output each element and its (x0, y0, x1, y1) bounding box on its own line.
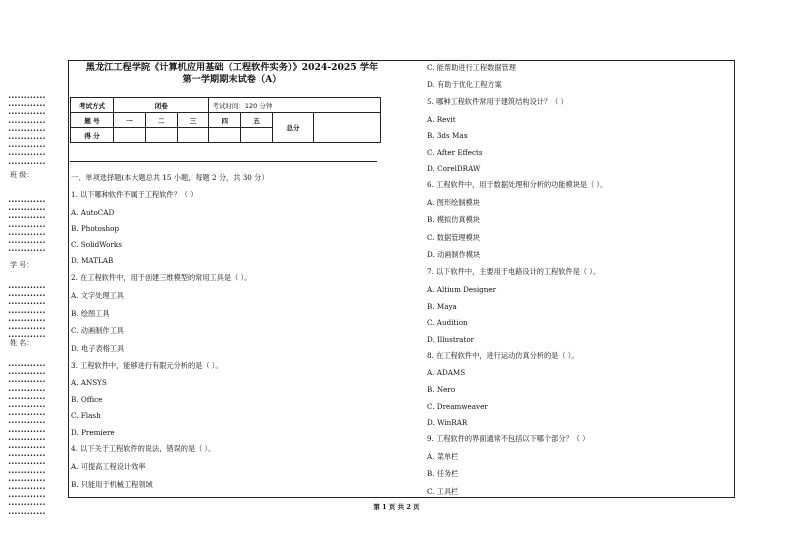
question-8: 8. 在工程软件中，进行运动仿真分析的是（ ）。 (427, 351, 579, 360)
student-no-label: 学 号： (10, 261, 34, 269)
section-divider (70, 161, 377, 162)
q9-option-a: A. 菜单栏 (427, 452, 459, 461)
q3-option-a: A. ANSYS (71, 378, 107, 387)
q3-option-c: C. Flash (71, 411, 101, 420)
q6-option-a: A. 图形绘制模块 (427, 198, 480, 207)
q1-option-c: C. SolidWorks (71, 240, 122, 249)
binding-strip (8, 88, 58, 528)
q7-option-d: D. Illustrator (427, 335, 475, 344)
q2-option-a: A. 文字处理工具 (71, 291, 124, 300)
binding-dots: •••••••••••• •••••••••••• •••••••••••• •••••••••••• •••••••••••• •••••••••••• •••••••••••• •••••••••••• •••••••••••• (8, 95, 46, 167)
q4-option-d: D. 有助于优化工程方案 (427, 80, 502, 89)
q4-option-b: B. 只能用于机械工程领域 (71, 480, 153, 489)
q2-option-c: C. 动画制作工具 (71, 326, 124, 335)
q1-option-b: B. Photoshop (71, 224, 120, 233)
question-5: 5. 哪种工程软件常用于建筑结构设计？（ ） (427, 97, 568, 106)
q8-option-b: B. Nero (427, 385, 456, 394)
section-2-header: 二 (145, 113, 177, 128)
q5-option-d: D. CorelDRAW (427, 164, 481, 173)
class-label: 班 级： (10, 171, 34, 179)
question-no-label: 题 号 (71, 113, 114, 128)
q2-option-b: B. 绘图工具 (71, 309, 110, 318)
section-heading: 一、单项选择题(本大题总共 15 小题，每题 2 分，共 30 分） (71, 173, 269, 182)
exam-mode-value: 闭卷 (114, 98, 209, 113)
q6-option-b: B. 模拟仿真模块 (427, 215, 480, 224)
q9-option-c: C. 工具栏 (427, 487, 459, 496)
q6-option-c: C. 数据管理模块 (427, 233, 480, 242)
q8-option-d: D. WinRAR (427, 418, 468, 427)
title-line-1: 黑龙江工程学院《计算机应用基础（工程软件实务）》2024-2025 学年 (85, 62, 379, 73)
question-3: 3. 工程软件中，能够进行有限元分析的是（ ）。 (71, 361, 223, 370)
binding-dots: •••••••••••• •••••••••••• •••••••••••• •••••••••••• •••••••••••• •••••••••••• •••••••••••• (8, 199, 46, 255)
section-5-header: 五 (241, 113, 273, 128)
q1-option-a: A. AutoCAD (71, 208, 115, 217)
q3-option-b: B. Office (71, 395, 103, 404)
q7-option-b: B. Maya (427, 302, 457, 311)
q4-option-c: C. 能帮助进行工程数据管理 (427, 63, 516, 72)
score-cell (145, 128, 177, 143)
question-9: 9. 工程软件的界面通常不包括以下哪个部分？（ ） (427, 434, 590, 443)
question-6: 6. 工程软件中，用于数据处理和分析的功能模块是（ ）。 (427, 180, 608, 189)
exam-mode-label: 考试方式 (71, 98, 114, 113)
name-label: 姓 名： (10, 339, 34, 347)
q9-option-b: B. 任务栏 (427, 469, 459, 478)
total-score-label: 总分 (273, 113, 314, 143)
score-label: 得 分 (71, 128, 114, 143)
q3-option-d: D. Premiere (71, 428, 115, 437)
q5-option-b: B. 3ds Max (427, 131, 468, 140)
question-4: 4. 以下关于工程软件的说法，错误的是（ ）。 (71, 444, 216, 453)
exam-time: 考试时间：120 分钟 (209, 98, 381, 113)
q7-option-c: C. Audition (427, 318, 468, 327)
q4-option-a: A. 可提高工程设计效率 (71, 462, 146, 471)
q6-option-d: D. 动画制作模块 (427, 250, 481, 259)
q7-option-a: A. Altium Designer (427, 285, 497, 294)
score-cell (241, 128, 273, 143)
score-cell (114, 128, 146, 143)
q2-option-d: D. 电子表格工具 (71, 344, 125, 353)
section-4-header: 四 (209, 113, 241, 128)
section-3-header: 三 (177, 113, 209, 128)
exam-title (72, 62, 392, 86)
q5-option-a: A. Revit (427, 115, 456, 124)
exam-info-table (70, 97, 381, 143)
binding-dots: •••••••••••• •••••••••••• •••••••••••• •••••••••••• •••••••••••• •••••••••••• •••••••••••• (8, 285, 46, 341)
question-2: 2. 在工程软件中，用于创建三维模型的常用工具是（ ）。 (71, 273, 252, 282)
q5-option-c: C. After Effects (427, 148, 483, 157)
q1-option-d: D. MATLAB (71, 256, 114, 265)
score-cell (177, 128, 209, 143)
score-cell (209, 128, 241, 143)
q8-option-c: C. Dreamweaver (427, 402, 488, 411)
page-footer: 第 1 页 共 2 页 (373, 503, 420, 511)
title-line-2: 第一学期期末试卷（A） (182, 74, 282, 85)
binding-dots: •••••••••••• •••••••••••• •••••••••••• •••••••••••• •••••••••••• •••••••••••• •••••••••••• •••••••••••• •••••••••••• •••••••••••• •••••••••••• •••••••••••• •••••••••••• •••••••••••• •••••••••••• •••••••••••• •••••••••••• •••••••••••• •••••••••••• (8, 363, 46, 517)
section-1-header: 一 (114, 113, 146, 128)
question-7: 7. 以下软件中，主要用于电路设计的工程软件是（ ）。 (427, 267, 601, 276)
question-1: 1. 以下哪种软件不属于工程软件？（ ） (71, 190, 198, 199)
total-score-cell (314, 113, 381, 143)
q8-option-a: A. ADAMS (427, 368, 466, 377)
